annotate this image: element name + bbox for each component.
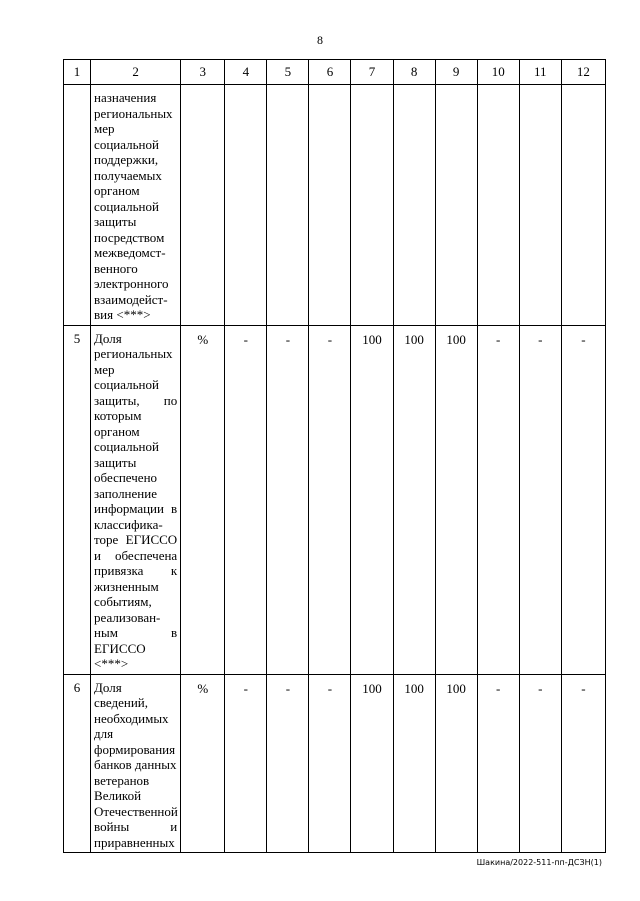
value-cell: 100: [435, 674, 477, 853]
description-line: межведомст-: [94, 245, 166, 260]
value-cell: 100: [393, 674, 435, 853]
description-line: заполнение: [94, 485, 157, 501]
description-line: поддержки,: [94, 152, 159, 167]
description-line: Великой: [94, 788, 142, 803]
description-line: жизненным: [94, 578, 159, 594]
document-footer: Шакина/2022-511-пп-ДСЗН(1): [476, 858, 602, 867]
value-cell: [393, 85, 435, 326]
value-cell: -: [225, 674, 267, 853]
row-number: 5: [64, 325, 91, 674]
description-line: мер: [94, 121, 115, 136]
description-line: событиям,: [94, 594, 152, 609]
header-cell: 8: [393, 60, 435, 85]
description-line: приравненных: [94, 834, 175, 850]
description-line: войны и: [94, 819, 178, 834]
description-line: защиты, по: [94, 392, 178, 408]
description-line: ветеранов: [94, 772, 150, 788]
value-cell: [477, 85, 519, 326]
header-cell: 2: [91, 60, 181, 85]
description-line: формирования: [94, 741, 176, 757]
description-line: и обеспечена: [94, 547, 178, 563]
unit-cell: [181, 85, 225, 326]
description-line: венного: [94, 260, 138, 276]
description-line: банков данных: [94, 757, 177, 772]
description-line: взаимодейст-: [94, 291, 168, 307]
value-cell: -: [267, 325, 309, 674]
header-row: [64, 60, 606, 85]
description-line: социальной: [94, 198, 159, 214]
value-cell: -: [477, 325, 519, 674]
description-line: информации в: [94, 501, 178, 516]
description-line: получаемых: [94, 167, 162, 183]
description-line: органом: [94, 183, 140, 198]
description-line: электронного: [94, 276, 169, 291]
value-cell: -: [561, 674, 605, 853]
value-cell: -: [561, 325, 605, 674]
description-line: которым: [94, 408, 142, 423]
header-cell: 7: [351, 60, 393, 85]
value-cell: [225, 85, 267, 326]
description-line: торе ЕГИССО: [94, 532, 178, 547]
value-cell: 100: [351, 325, 393, 674]
header-cell: 6: [309, 60, 351, 85]
description-line: посредством: [94, 229, 165, 245]
description-line: Отечественной: [94, 803, 178, 819]
description-line: органом: [94, 423, 140, 439]
description-line: социальной: [94, 439, 159, 454]
value-cell: -: [225, 325, 267, 674]
description-line: защиты: [94, 454, 137, 470]
table-row: [64, 325, 606, 674]
value-cell: -: [477, 674, 519, 853]
value-cell: [267, 85, 309, 326]
description-line: региональных: [94, 105, 173, 121]
description-line: мер: [94, 361, 115, 377]
description-line: для: [94, 726, 114, 741]
description-line: ным в: [94, 625, 178, 640]
value-cell: -: [519, 325, 561, 674]
header-cell: 11: [519, 60, 561, 85]
value-cell: 100: [393, 325, 435, 674]
value-cell: 100: [351, 674, 393, 853]
value-cell: 100: [435, 325, 477, 674]
value-cell: [309, 85, 351, 326]
header-cell: 4: [225, 60, 267, 85]
indicator-table: [63, 59, 606, 853]
header-cell: 10: [477, 60, 519, 85]
value-cell: [351, 85, 393, 326]
header-cell: 5: [267, 60, 309, 85]
value-cell: -: [519, 674, 561, 853]
table-row: [64, 674, 606, 853]
description-line: ЕГИССО: [94, 640, 146, 656]
header-cell: 3: [181, 60, 225, 85]
description-line: Доля: [94, 679, 122, 695]
description-line: сведений,: [94, 695, 148, 710]
indicator-description: [91, 674, 181, 853]
description-line: классифика-: [94, 516, 163, 532]
description-line: защиты: [94, 214, 137, 229]
value-cell: [435, 85, 477, 326]
value-cell: -: [267, 674, 309, 853]
description-line: социальной: [94, 377, 159, 392]
description-line: региональных: [94, 346, 173, 361]
description-line: Доля: [94, 330, 122, 346]
header-cell: 9: [435, 60, 477, 85]
page-number: 8: [317, 33, 323, 47]
header-cell: 1: [64, 60, 91, 85]
indicator-description: [91, 85, 181, 326]
description-line: назначения: [94, 90, 157, 105]
description-line: обеспечено: [94, 470, 158, 485]
indicator-description: [91, 325, 181, 674]
table-row: [64, 85, 606, 326]
description-line: привязка к: [94, 563, 178, 578]
value-cell: [519, 85, 561, 326]
description-line: необходимых: [94, 710, 169, 726]
description-line: <***>: [94, 656, 129, 671]
description-line: реализован-: [94, 609, 161, 625]
value-cell: -: [309, 674, 351, 853]
value-cell: -: [309, 325, 351, 674]
row-number: 6: [64, 674, 91, 853]
unit-cell: %: [181, 674, 225, 853]
description-line: вия <***>: [94, 307, 151, 322]
row-number: [64, 85, 91, 326]
header-cell: 12: [561, 60, 605, 85]
unit-cell: %: [181, 325, 225, 674]
value-cell: [561, 85, 605, 326]
description-line: социальной: [94, 136, 159, 152]
